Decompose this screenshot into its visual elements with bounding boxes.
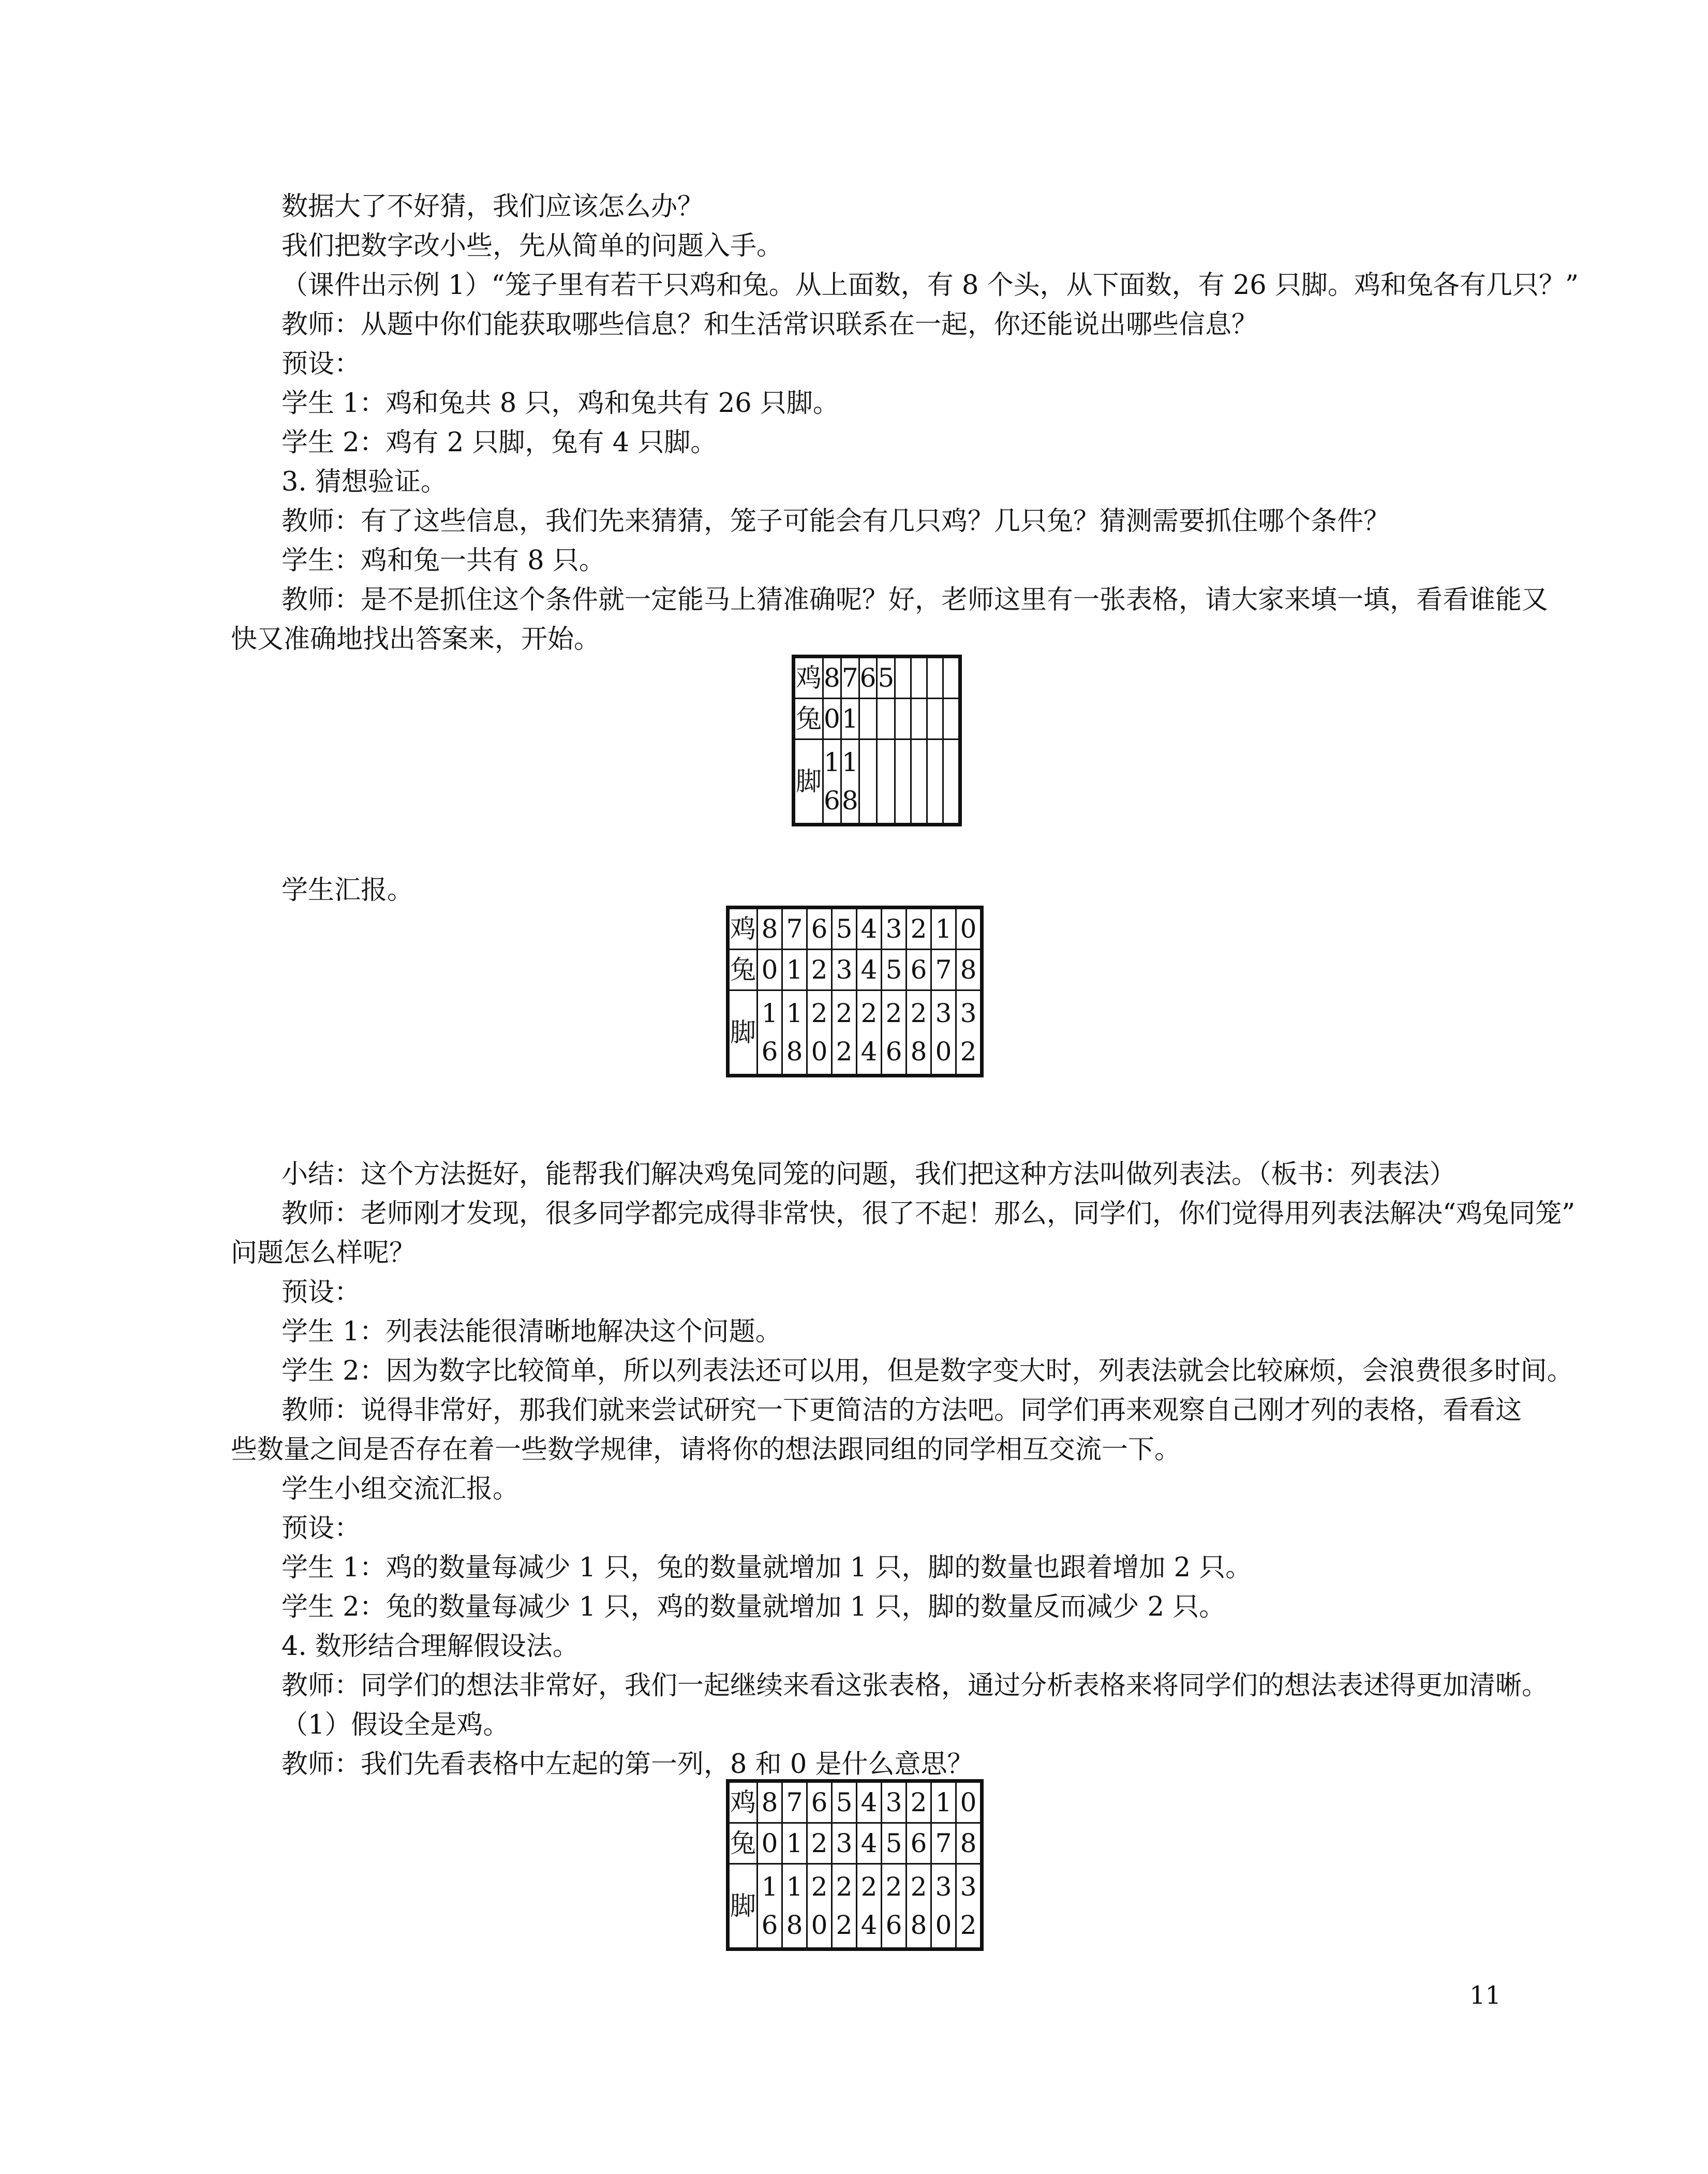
paragraph: 学生 2：鸡有 2 只脚，兔有 4 只脚。 (281, 427, 717, 458)
paragraph: 数据大了不好猜，我们应该怎么办？ (281, 191, 704, 222)
paragraph: 学生：鸡和兔一共有 8 只。 (281, 545, 605, 576)
table-cell: 0 (956, 908, 982, 950)
paragraph: 教师：是不是抓住这个条件就一定能马上猜准确呢？好，老师这里有一张表格，请大家来填一填，看看谁能又 (281, 585, 1549, 615)
table-row (728, 950, 982, 990)
table-cell: 3 (882, 1781, 907, 1823)
paragraph: 教师：从题中你们能获取哪些信息？和生活常识联系在一起，你还能说出哪些信息？ (281, 309, 1258, 340)
paragraph: 教师：老师刚才发现，很多同学都完成得非常快，很了不起！那么，同学们，你们觉得用列表法解决“鸡兔同笼” (281, 1199, 1576, 1229)
table-cell: 6 (907, 950, 931, 990)
table-cell: 3 (832, 950, 857, 990)
table-cell: 2 8 (907, 990, 931, 1076)
table-cell (895, 657, 911, 699)
table-cell (943, 740, 960, 825)
table-cell: 7 (782, 908, 807, 950)
table-cell: 1 (782, 1823, 807, 1864)
paragraph: 教师：说得非常好，那我们就来尝试研究一下更简洁的方法吧。同学们再来观察自己刚才列的表格，看看这 (281, 1395, 1522, 1426)
row-label: 鸡 (794, 657, 823, 699)
section-heading: 3. 猜想验证。 (281, 467, 447, 497)
table-cell: 7 (931, 950, 956, 990)
paragraph-continuation: 问题怎么样呢？ (231, 1238, 416, 1268)
table-cell: 1 (931, 1781, 956, 1823)
paragraph: 学生 1：鸡和兔共 8 只，鸡和兔共有 26 只脚。 (281, 388, 839, 419)
table-cell: 5 (832, 908, 857, 950)
table-cell (927, 699, 943, 740)
table-cell: 0 (823, 699, 841, 740)
table-cell: 1 6 (758, 1864, 782, 1949)
paragraph: 教师：同学们的想法非常好，我们一起继续来看这张表格，通过分析表格来将同学们的想法表述得更加清晰。 (281, 1670, 1549, 1701)
table-cell: 2 0 (807, 1864, 832, 1949)
row-label: 鸡 (728, 908, 758, 950)
row-label: 兔 (728, 950, 758, 990)
table-cell (895, 740, 911, 825)
table-row (794, 740, 960, 825)
table-cell: 4 (857, 908, 882, 950)
table-cell (859, 740, 877, 825)
table-cell: 2 (907, 1781, 931, 1823)
paragraph-continuation: 快又准确地找出答案来，开始。 (231, 624, 601, 655)
table-cell: 2 6 (882, 990, 907, 1076)
paragraph: 学生 1：鸡的数量每减少 1 只，兔的数量就增加 1 只，脚的数量也跟着增加 2 只。 (281, 1552, 1252, 1583)
table-cell: 1 6 (758, 990, 782, 1076)
table-cell (859, 699, 877, 740)
table-cell (927, 740, 943, 825)
paragraph: 学生 1：列表法能很清晰地解决这个问题。 (281, 1317, 782, 1347)
table-cell: 2 4 (857, 990, 882, 1076)
table-cell (895, 699, 911, 740)
paragraph: 预设： (281, 1513, 361, 1544)
table-cell: 1 (931, 908, 956, 950)
paragraph: 教师：有了这些信息，我们先来猜猜，笼子可能会有几只鸡？几只兔？猜测需要抓住哪个条件？ (281, 506, 1390, 537)
table-cell: 2 2 (832, 1864, 857, 1949)
table-cell: 2 4 (857, 1864, 882, 1949)
paragraph: （课件出示例 1）“笼子里有若干只鸡和兔。从上面数，有 8 个头，从下面数，有 26 只脚。鸡和兔各有几只？” (281, 270, 1579, 301)
table-cell (943, 699, 960, 740)
table-cell: 0 (758, 1823, 782, 1864)
table-cell: 3 (832, 1823, 857, 1864)
table-cell: 1 (841, 699, 859, 740)
page-number: 11 (1469, 1981, 1502, 2010)
paragraph: 预设： (281, 1277, 361, 1308)
table-cell (911, 740, 927, 825)
table-row (728, 908, 982, 950)
table-cell: 1 8 (782, 1864, 807, 1949)
paragraph: 学生 2：因为数字比较简单，所以列表法还可以用，但是数字变大时，列表法就会比较麻烦，会浪费很多时间。 (281, 1356, 1573, 1386)
table-cell: 4 (857, 1781, 882, 1823)
table-cell: 7 (841, 657, 859, 699)
table-cell: 2 2 (832, 990, 857, 1076)
table-row (794, 699, 960, 740)
table-cell: 8 (758, 1781, 782, 1823)
paragraph: 预设： (281, 349, 361, 379)
table-cell: 5 (882, 950, 907, 990)
table-cell: 6 (807, 908, 832, 950)
table-cell: 7 (931, 1823, 956, 1864)
table-cell: 1 8 (841, 740, 859, 825)
table-cell: 1 6 (823, 740, 841, 825)
paragraph: 我们把数字改小些，先从简单的问题入手。 (281, 231, 783, 261)
row-label: 鸡 (728, 1781, 758, 1823)
table-cell: 6 (907, 1823, 931, 1864)
table-cell: 3 (882, 908, 907, 950)
table-cell: 1 (782, 950, 807, 990)
guess-table-complete (726, 906, 984, 1077)
table-row (728, 1781, 982, 1823)
table-row (728, 1864, 982, 1949)
table-cell: 2 (907, 908, 931, 950)
table-cell: 8 (758, 908, 782, 950)
paragraph-continuation: 些数量之间是否存在着一些数学规律，请将你的想法跟同组的同学相互交流一下。 (231, 1434, 1181, 1465)
table-cell: 8 (956, 1823, 982, 1864)
paragraph: 小结：这个方法挺好，能帮我们解决鸡兔同笼的问题，我们把这种方法叫做列表法。（板书：列表法） (281, 1159, 1456, 1190)
table-cell: 6 (807, 1781, 832, 1823)
table-cell: 3 2 (956, 990, 982, 1076)
table-cell (877, 740, 895, 825)
row-label: 脚 (794, 740, 823, 825)
table-cell: 2 0 (807, 990, 832, 1076)
table-cell: 5 (832, 1781, 857, 1823)
table-cell: 1 8 (782, 990, 807, 1076)
table-cell: 8 (823, 657, 841, 699)
table-cell: 3 0 (931, 1864, 956, 1949)
table-cell: 2 6 (882, 1864, 907, 1949)
table-row (794, 657, 960, 699)
table-cell: 2 (807, 1823, 832, 1864)
table-cell: 3 2 (956, 1864, 982, 1949)
row-label: 兔 (794, 699, 823, 740)
table-row (728, 990, 982, 1076)
table-cell: 2 8 (907, 1864, 931, 1949)
paragraph: 学生小组交流汇报。 (281, 1474, 519, 1504)
table-cell: 5 (882, 1823, 907, 1864)
table-cell (877, 699, 895, 740)
paragraph: 学生汇报。 (281, 875, 414, 906)
paragraph: （1）假设全是鸡。 (281, 1710, 510, 1740)
table-cell: 2 (807, 950, 832, 990)
table-cell (911, 657, 927, 699)
table-cell (911, 699, 927, 740)
table-cell: 6 (859, 657, 877, 699)
guess-table-partial (792, 655, 962, 826)
table-cell: 5 (877, 657, 895, 699)
table-cell: 0 (956, 1781, 982, 1823)
paragraph: 学生 2：兔的数量每减少 1 只，鸡的数量就增加 1 只，脚的数量反而减少 2 只。 (281, 1592, 1226, 1622)
row-label: 脚 (728, 990, 758, 1076)
paragraph: 教师：我们先看表格中左起的第一列，8 和 0 是什么意思？ (281, 1749, 974, 1780)
table-cell: 7 (782, 1781, 807, 1823)
table-cell: 0 (758, 950, 782, 990)
table-cell: 8 (956, 950, 982, 990)
guess-table-analysis (726, 1779, 984, 1951)
row-label: 兔 (728, 1823, 758, 1864)
table-row (728, 1823, 982, 1864)
table-cell (943, 657, 960, 699)
table-cell (927, 657, 943, 699)
table-cell: 4 (857, 1823, 882, 1864)
table-cell: 4 (857, 950, 882, 990)
table-cell: 3 0 (931, 990, 956, 1076)
section-heading: 4. 数形结合理解假设法。 (281, 1631, 579, 1662)
row-label: 脚 (728, 1864, 758, 1949)
